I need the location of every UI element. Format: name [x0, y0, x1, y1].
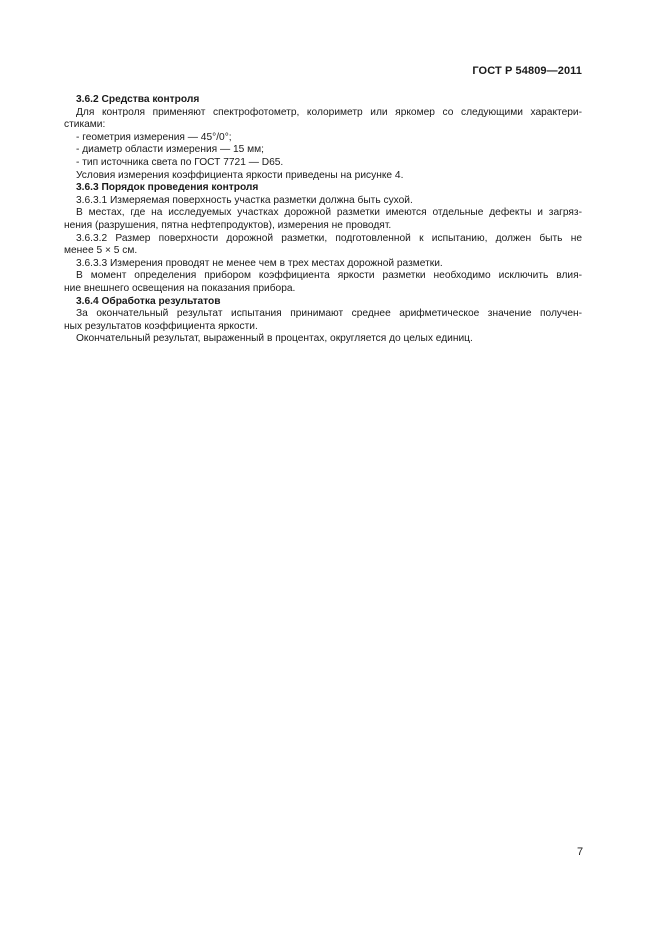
paragraph-intro-line-1: Для контроля применяют спектрофотометр, колориметр или яркомер со следующими характери-: [76, 106, 582, 118]
document-body: [64, 94, 582, 346]
section-heading-3-6-3: 3.6.3 Порядок проведения контроля: [76, 182, 259, 194]
paragraph-result-line-2: ных результатов коэффициента яркости.: [64, 320, 258, 332]
section-heading-3-6-4: 3.6.4 Обработка результатов: [76, 295, 221, 307]
paragraph-result-line-1: За окончательный результат испытания принимают среднее арифметическое значение получен-: [76, 308, 582, 320]
list-item-diameter: - диаметр области измерения — 15 мм;: [76, 144, 264, 156]
paragraph-defects-line-2: нения (разрушения, пятна нефтепродуктов), измерения не проводят.: [64, 219, 392, 231]
document-code: ГОСТ Р 54809—2011: [472, 65, 582, 77]
paragraph-rounding: Окончательный результат, выраженный в процентах, округляется до целых единиц.: [76, 333, 473, 345]
paragraph-3-6-3-3: 3.6.3.3 Измерения проводят не менее чем в трех местах дорожной разметки.: [76, 257, 443, 269]
paragraph-intro-line-2: стиками:: [64, 119, 106, 131]
list-item-light-source: - тип источника света по ГОСТ 7721 — D65.: [76, 156, 284, 168]
page-number: 7: [577, 846, 584, 858]
paragraph-3-6-3-1: 3.6.3.1 Измеряемая поверхность участка разметки должна быть сухой.: [76, 194, 413, 206]
list-item-geometry: - геометрия измерения — 45°/0°;: [76, 131, 232, 143]
paragraph-lighting-line-1: В момент определения прибором коэффициента яркости разметки необходимо исключить влия-: [76, 270, 582, 282]
paragraph-conditions: Условия измерения коэффициента яркости приведены на рисунке 4.: [76, 169, 404, 181]
paragraph-lighting-line-2: ние внешнего освещения на показания прибора.: [64, 282, 296, 294]
section-heading-3-6-2: 3.6.2 Средства контроля: [76, 94, 200, 105]
paragraph-defects-line-1: В местах, где на исследуемых участках дорожной разметки имеются отдельные дефекты и загряз-: [76, 207, 582, 219]
paragraph-3-6-3-2-line-1: 3.6.3.2 Размер поверхности дорожной разметки, подготовленной к испытанию, должен быть не: [76, 232, 582, 244]
paragraph-3-6-3-2-line-2: менее 5 × 5 см.: [64, 245, 138, 257]
